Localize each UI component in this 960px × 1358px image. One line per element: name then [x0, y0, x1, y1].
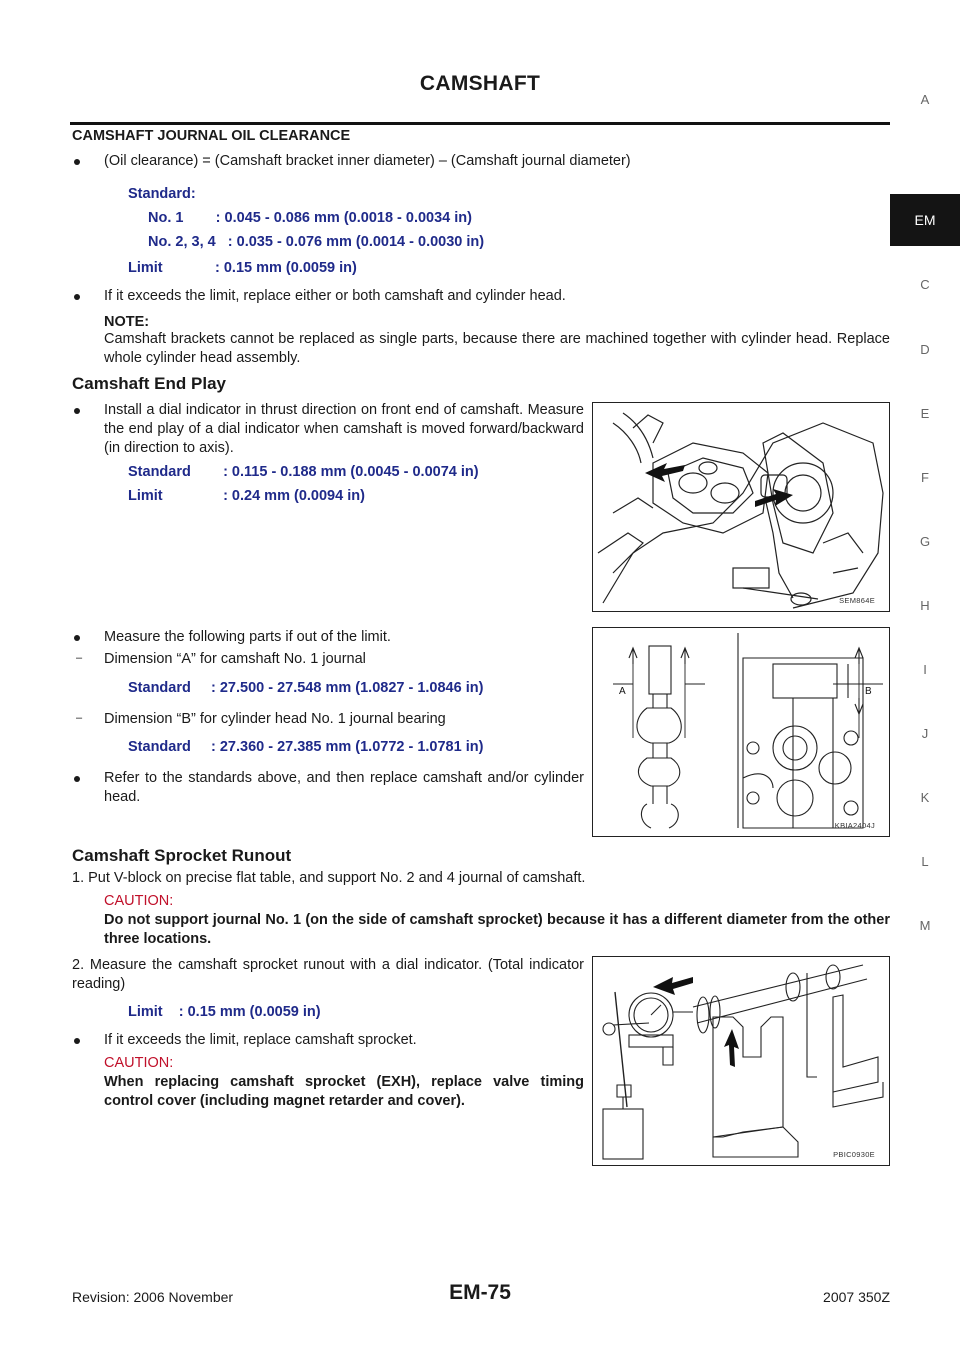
sprocket-step-1: 1. Put V-block on precise flat table, and support No. 2 and 4 journal of camshaft.	[72, 870, 586, 886]
footer-revision: Revision: 2006 November	[72, 1289, 234, 1305]
sprocket-step-2: 2. Measure the camshaft sprocket runout with a dial indicator. (Total indicator reading)	[72, 957, 584, 992]
side-tab-a[interactable]: A	[920, 92, 930, 107]
note-text: Camshaft brackets cannot be replaced as single parts, because there are machined together with cylinder head. Replace whole cylinder head assembly.	[104, 331, 890, 366]
sprocket-limit: Limit : 0.15 mm (0.0059 in)	[128, 1004, 321, 1020]
caution-text-1: Do not support journal No. 1 (on the side of camshaft sprocket) because it has a different diameter from the other three locations.	[104, 912, 890, 947]
side-tab-i[interactable]: I	[923, 662, 927, 677]
dimension-b-text: Dimension “B” for cylinder head No. 1 journal bearing	[104, 711, 446, 727]
dash-icon: –	[76, 712, 83, 724]
side-tab-f[interactable]: F	[921, 470, 929, 485]
end-play-limit: Limit : 0.24 mm (0.0094 in)	[128, 488, 365, 504]
refer-standards-text: Refer to the standards above, and then replace camshaft and/or cylinder head.	[104, 770, 584, 805]
footer-model: 2007 350Z	[823, 1289, 890, 1305]
side-tab-d[interactable]: D	[920, 342, 930, 357]
section-heading-end-play: Camshaft End Play	[72, 374, 226, 393]
bullet-icon	[74, 635, 80, 641]
install-indicator-text: Install a dial indicator in thrust direction on front end of camshaft. Measure the end play of a dial indicator when camshaft is moved forward/backward (in direction to axis).	[104, 402, 584, 456]
caution-label: CAUTION:	[104, 1055, 174, 1071]
exceeds-limit-text: If it exceeds the limit, replace either or both camshaft and cylinder head.	[104, 288, 566, 304]
bullet-icon	[74, 1038, 80, 1044]
page-number: EM-75	[449, 1281, 511, 1304]
side-tab-m[interactable]: M	[919, 918, 931, 933]
caution-text-2: When replacing camshaft sprocket (EXH), replace valve timing control cover (including magnet retarder and cover).	[104, 1074, 584, 1109]
spec-limit: Limit : 0.15 mm (0.0059 in)	[128, 260, 357, 276]
section-heading-sprocket: Camshaft Sprocket Runout	[72, 846, 292, 865]
section-heading-journal: CAMSHAFT JOURNAL OIL CLEARANCE	[72, 128, 351, 144]
side-tab-l[interactable]: L	[921, 854, 929, 869]
dash-icon: –	[76, 652, 83, 664]
camshaft-cylinder-head-illustration	[593, 628, 889, 836]
bullet-icon	[74, 776, 80, 782]
side-tab-em-active[interactable]: EM	[890, 194, 960, 246]
measure-parts-text: Measure the following parts if out of the limit.	[104, 629, 391, 645]
oil-clearance-formula: (Oil clearance) = (Camshaft bracket inner diameter) – (Camshaft journal diameter)	[104, 153, 631, 169]
caution-label: CAUTION:	[104, 893, 174, 909]
bullet-icon	[74, 159, 80, 165]
label-b: B	[865, 686, 872, 697]
figure-sprocket-runout	[592, 956, 890, 1166]
v-block-dial-indicator-illustration	[593, 957, 889, 1165]
side-tab-e[interactable]: E	[920, 406, 930, 421]
figure-end-play	[592, 402, 890, 612]
title-divider	[70, 122, 890, 125]
side-tab-g[interactable]: G	[919, 534, 931, 549]
figure-dimension-ab	[592, 627, 890, 837]
dimension-b-standard: Standard : 27.360 - 27.385 mm (1.0772 - 1.0781 in)	[128, 739, 484, 755]
side-tab-c[interactable]: C	[920, 277, 930, 292]
figure-code: SEM864E	[839, 596, 875, 605]
dimension-a-text: Dimension “A” for camshaft No. 1 journal	[104, 651, 366, 667]
dimension-a-standard: Standard : 27.500 - 27.548 mm (1.0827 - 1.0846 in)	[128, 680, 484, 696]
figure-code: KBIA2404J	[834, 821, 875, 830]
label-a: A	[619, 686, 626, 697]
bullet-icon	[74, 408, 80, 414]
spec-standard-label: Standard:	[128, 186, 196, 202]
end-play-standard: Standard : 0.115 - 0.188 mm (0.0045 - 0.0074 in)	[128, 464, 479, 480]
sprocket-exceeds-text: If it exceeds the limit, replace camshaft sprocket.	[104, 1032, 417, 1048]
bullet-icon	[74, 294, 80, 300]
side-tab-k[interactable]: K	[920, 790, 930, 805]
side-tab-h[interactable]: H	[920, 598, 930, 613]
spec-no234: No. 2, 3, 4 : 0.035 - 0.076 mm (0.0014 - 0.0030 in)	[148, 234, 485, 250]
engine-dial-indicator-illustration	[593, 403, 889, 611]
note-label: NOTE:	[104, 314, 150, 330]
page-title: CAMSHAFT	[419, 72, 541, 95]
spec-no1: No. 1 : 0.045 - 0.086 mm (0.0018 - 0.0034 in)	[148, 210, 472, 226]
side-tab-j[interactable]: J	[921, 726, 929, 741]
figure-code: PBIC0930E	[833, 1150, 875, 1159]
